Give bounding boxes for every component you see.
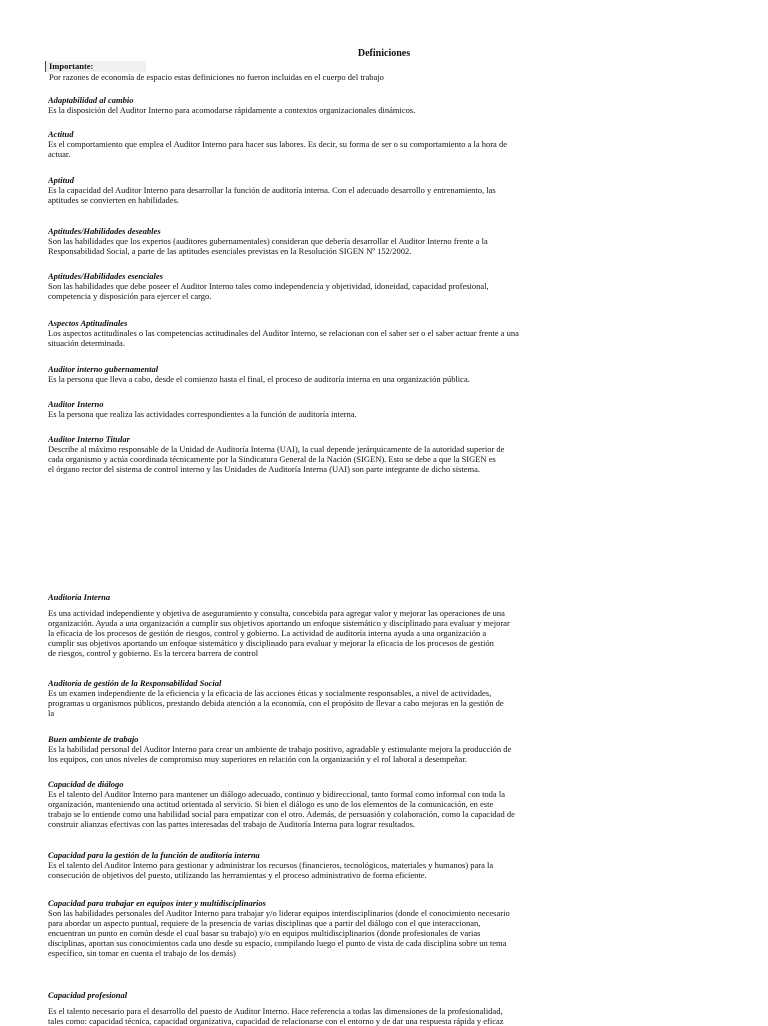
- definition-term: Auditor Interno: [48, 399, 104, 409]
- definition-term: Aspectos Aptitudinales: [48, 318, 128, 328]
- definition-term: Capacidad profesional: [48, 990, 128, 1000]
- definition-text: [48, 789, 544, 829]
- definition-text: [48, 908, 544, 958]
- definition-entry: [48, 592, 544, 658]
- definition-line: Es el comportamiento que emplea el Auditor Interno para hacer sus labores. Es decir, su forma de ser o su comportamiento a la hora de: [48, 139, 507, 149]
- definition-text: [48, 688, 544, 718]
- definition-term: Auditor Interno Titular: [48, 434, 130, 444]
- definition-line: construir alianzas efectivas con las partes interesadas del trabajo de Auditoría Interna para lograr resultados.: [48, 819, 416, 829]
- definition-line: actuar.: [48, 149, 71, 159]
- definition-text: [48, 185, 544, 205]
- definition-term: Buen ambiente de trabajo: [48, 734, 139, 744]
- definition-text: [48, 860, 544, 880]
- definition-term: Capacidad para trabajar en equipos ínter y multidisciplinarios: [48, 898, 266, 908]
- definition-line: Es el talento necesario para el desarrollo del puesto de Auditor Interno. Hace referencia a todas las dimensiones de la profesionalidad,: [48, 1006, 503, 1016]
- definition-text: [48, 409, 544, 419]
- definition-entry: [48, 898, 544, 958]
- definition-line: trabajo se lo entiende como una habilidad social para empatizar con el otro. Además, de persuasión y colaboración, como la capacidad de: [48, 809, 515, 819]
- definition-entry: [48, 129, 544, 159]
- definition-line: tales como: capacidad técnica, capacidad organizativa, capacidad de relacionarse con el entorno y de dar una respuesta rápida y eficaz: [48, 1016, 504, 1026]
- definition-line: Son las habilidades personales del Auditor Interno para trabajar y/o liderar equipos interdisciplinarios (donde el conocimiento necesario: [48, 908, 510, 918]
- definition-line: Es un examen independiente de la eficiencia y la eficacia de las acciones éticas y socialmente responsables, a nivel de actividades,: [48, 688, 492, 698]
- definition-line: Es la capacidad del Auditor Interno para desarrollar la función de auditoría interna. Con el adecuado desarrollo y entrenamiento, las: [48, 185, 496, 195]
- definition-text: [48, 744, 544, 764]
- definition-text: [48, 374, 544, 384]
- definition-line: Es el talento del Auditor Interno para gestionar y administrar los recursos (financieros, tecnológicos, materiales y humanos) para la: [48, 860, 494, 870]
- definition-term: Auditor interno gubernamental: [48, 364, 159, 374]
- definition-entry: [48, 95, 544, 115]
- definition-entry: [48, 226, 544, 256]
- definition-term: Actitud: [48, 129, 74, 139]
- definition-term: Aptitudes/Habilidades esenciales: [48, 271, 163, 281]
- important-note: Por razones de economía de espacio estas definiciones no fueron incluidas en el cuerpo del trabajo: [49, 72, 384, 82]
- definition-line: encuentran un punto en común desde el cual basar su trabajo) y/o en equipos multidisciplinarios (donde profesionales de varias: [48, 928, 481, 938]
- definition-line: Es la persona que realiza las actividades correspondientes a la función de auditoría interna.: [48, 409, 357, 419]
- definition-entry: [48, 850, 544, 880]
- definition-entry: [48, 779, 544, 829]
- definition-line: Son las habilidades que debe poseer el Auditor Interno tales como independencia y objetividad, idoneidad, capacidad profesional,: [48, 281, 489, 291]
- definition-line: cumplir sus objetivos aportando un enfoque sistemático y disciplinado para evaluar y mejorar la eficacia de los procesos de gestión: [48, 638, 494, 648]
- definition-entry: [48, 434, 544, 474]
- definition-term: Auditoría de gestión de la Responsabilidad Social: [48, 678, 222, 688]
- definition-line: programas u organismos públicos, prestando debida atención a la economía, con el propósito de llevar a cabo mejoras en la gestión de: [48, 698, 504, 708]
- definition-line: cada organismo y actúa coordinada técnicamente por la Sindicatura General de la Nación (SIGEN). Esto se debe a que la SIGEN es: [48, 454, 496, 464]
- definition-text: [48, 139, 544, 159]
- definition-entry: [48, 364, 544, 384]
- definition-line: los equipos, con unos niveles de compromiso muy superiores en relación con la organización y el rol laboral a desempeñar.: [48, 754, 467, 764]
- definition-text: [48, 236, 544, 256]
- definition-line: organización, manteniendo una actitud orientada al servicio. Si bien el diálogo es uno de los elementos de la comunicación, en este: [48, 799, 494, 809]
- definition-term: Adaptabilidad al cambio: [48, 95, 134, 105]
- definition-line: Es la habilidad personal del Auditor Interno para crear un ambiente de trabajo positivo, agradable y estimulante mejora la producción de: [48, 744, 512, 754]
- definition-line: el órgano rector del sistema de control interno y las Unidades de Auditoría Interna (UAI) son parte integrante de dicho sistema.: [48, 464, 481, 474]
- definition-entry: [48, 271, 544, 301]
- definition-line: la: [48, 708, 55, 718]
- important-label: Importante:: [45, 61, 146, 72]
- definition-text: [48, 1006, 544, 1026]
- definition-entry: [48, 678, 544, 718]
- definition-line: Responsabilidad Social, a parte de las aptitudes esenciales previstas en la Resolución SIGEN Nº 152/2002.: [48, 246, 412, 256]
- definition-line: específico, sin tomar en cuenta el trabajo de los demás): [48, 948, 236, 958]
- definition-term: Capacidad para la gestión de la función de auditoría interna: [48, 850, 260, 860]
- definition-entry: [48, 175, 544, 205]
- definition-line: para abordar un aspecto puntual, requiere de la presencia de varias disciplinas que a partir del diálogo con el que interaccionan,: [48, 918, 481, 928]
- definition-line: aptitudes se convierten en habilidades.: [48, 195, 179, 205]
- definition-text: [48, 444, 544, 474]
- definition-text: [48, 105, 544, 115]
- definition-text: [48, 608, 544, 658]
- definition-text: [48, 328, 544, 348]
- definition-line: Es la persona que lleva a cabo, desde el comienzo hasta el final, el proceso de auditoría interna en una organización pública.: [48, 374, 470, 384]
- definition-line: Es la disposición del Auditor Interno para acomodarse rápidamente a contextos organizacionales dinámicos.: [48, 105, 416, 115]
- definition-entry: [48, 399, 544, 419]
- definition-term: Aptitudes/Habilidades deseables: [48, 226, 161, 236]
- definition-line: de riesgos, control y gobierno. Es la tercera barrera de control: [48, 648, 259, 658]
- definition-line: competencia y disposición para ejercer el cargo.: [48, 291, 212, 301]
- definition-line: Los aspectos actitudinales o las competencias actitudinales del Auditor Interno, se relacionan con el saber ser o el saber actuar frente a una: [48, 328, 519, 338]
- definition-line: Es una actividad independiente y objetiva de aseguramiento y consulta, concebida para agregar valor y mejorar las operaciones de una: [48, 608, 505, 618]
- definition-line: la eficacia de los procesos de gestión de riesgos, control y gobierno. La actividad de auditoría interna ayuda a una organización a: [48, 628, 487, 638]
- definition-line: disciplinas, aportan sus conocimientos cada uno desde su espacio, compilando luego el punto de vista de cada disciplina sobre un tema: [48, 938, 507, 948]
- definition-entry: [48, 990, 544, 1026]
- definition-line: Describe al máximo responsable de la Unidad de Auditoría Interna (UAI), la cual depende jerárquicamente de la autoridad superior de: [48, 444, 505, 454]
- definition-entry: [48, 734, 544, 764]
- definition-term: Capacidad de diálogo: [48, 779, 124, 789]
- definition-line: organización. Ayuda a una organización a cumplir sus objetivos aportando un enfoque sistemático y disciplinado para evaluar y mejorar: [48, 618, 510, 628]
- definition-line: consecución de objetivos del puesto, utilizando las herramientas y el proceso administrativo de forma eficiente.: [48, 870, 427, 880]
- definition-term: Auditoría Interna: [48, 592, 111, 602]
- definition-line: Son las habilidades que los expertos (auditores gubernamentales) consideran que debería desarrollar el Auditor Interno frente a la: [48, 236, 488, 246]
- definition-term: Aptitud: [48, 175, 74, 185]
- page-title: Definiciones: [357, 48, 411, 59]
- definition-text: [48, 281, 544, 301]
- definition-entry: [48, 318, 544, 348]
- definition-line: situación determinada.: [48, 338, 125, 348]
- definition-line: Es el talento del Auditor Interno para mantener un diálogo adecuado, continuo y bidireccional, tanto formal como informal con toda la: [48, 789, 505, 799]
